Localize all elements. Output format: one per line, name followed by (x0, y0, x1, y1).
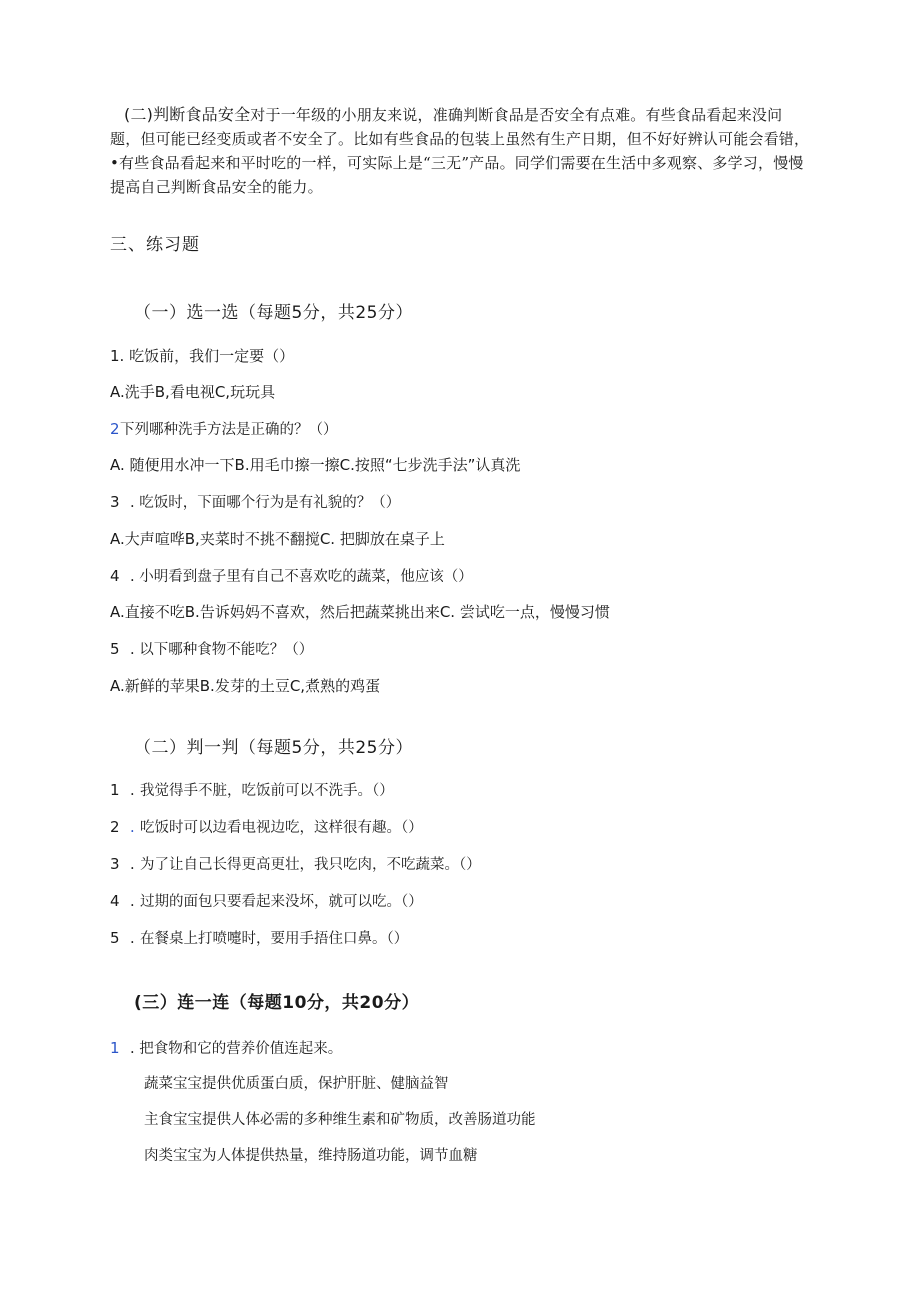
judge-item-dot: . (130, 857, 135, 873)
choose-q5-options-text: A.新鲜的苹果B.发芽的土豆C,煮熟的鸡蛋 (110, 677, 381, 695)
choose-q1 (110, 345, 294, 366)
choose-q4-text: . 小明看到盘子里有自己不喜欢吃的蔬菜，他应该（） (130, 569, 473, 585)
judge-item-number: 2 (110, 818, 120, 836)
choose-q4-number: 4 (110, 567, 120, 585)
choose-q2-options (110, 454, 520, 475)
choose-q2-options-text: A. 随便用水冲一下B.用毛巾擦一擦C.按照“七步洗手法”认真洗 (110, 456, 521, 474)
judge-item-text: 过期的面包只要看起来没坏，就可以吃。（） (140, 894, 423, 910)
judge-item-dot: . (130, 820, 135, 836)
choose-q2-text: 下列哪种洗手方法是正确的？（） (120, 422, 338, 438)
judge-item (110, 779, 394, 800)
choose-section-title: （一）选一选（每题5分，共25分） (134, 303, 413, 323)
judge-item-text: 吃饭时可以边看电视边吃，这样很有趣。（） (140, 820, 423, 836)
choose-q1-text: 1. 吃饭前，我们一定要（） (110, 347, 295, 365)
choose-q3 (110, 491, 400, 512)
choose-q2 (110, 418, 338, 439)
choose-q2-number: 2 (110, 420, 120, 438)
choose-q5-text: . 以下哪种食物不能吃？（） (130, 642, 314, 658)
judge-item (110, 927, 408, 948)
connect-q1-text: . 把食物和它的营养价值连起来。 (130, 1041, 343, 1057)
choose-q4-options-text: A.直接不吃B.告诉妈妈不喜欢，然后把蔬菜挑出来C. 尝试吃一点，慢慢习惯 (110, 603, 610, 621)
choose-q3-options (110, 528, 445, 549)
judge-item-text: 为了让自己长得更高更壮，我只吃肉，不吃蔬菜。（） (140, 857, 481, 873)
section-title: 三、练习题 (110, 235, 200, 255)
judge-item-number: 3 (110, 855, 120, 873)
connect-q1 (110, 1037, 342, 1058)
judge-item-dot: . (130, 894, 135, 910)
choose-q4 (110, 565, 473, 586)
connect-section-title: (三）连一连（每题10分，共20分） (134, 993, 420, 1013)
choose-q5 (110, 638, 313, 659)
intro-lead-heading: (二)判断食品安全 (124, 105, 251, 124)
judge-item (110, 890, 423, 911)
judge-item (110, 853, 481, 874)
choose-q5-number: 5 (110, 640, 120, 658)
judge-item-number: 4 (110, 892, 120, 910)
choose-q4-options (110, 601, 610, 622)
judge-item-text: 我觉得手不脏，吃饭前可以不洗手。（） (140, 783, 394, 799)
intro-body-text: 对于一年级的小朋友来说，准确判断食品是否安全有点难。有些食品看起来没问题，但可能已经变质或者不安全了。比如有些食品的包装上虽然有生产日期，但不好好辨认可能会看错，•有些食品看起来和平时吃的一样，可实际上是“三无”产品。同学们需要在生活中多观察、多学习，慢慢提高自己判断食品安全的能力。 (110, 106, 810, 196)
intro-paragraph (110, 103, 810, 199)
judge-item-dot: . (130, 783, 135, 799)
judge-item-number: 5 (110, 929, 120, 947)
connect-q1-number: 1 (110, 1039, 120, 1057)
judge-item-number: 1 (110, 781, 120, 799)
judge-item (110, 816, 423, 837)
choose-q1-options-text: A.洗手B,看电视C,玩玩具 (110, 383, 276, 401)
choose-q3-number: 3 (110, 493, 120, 511)
choose-q1-options (110, 381, 275, 402)
connect-row: 肉类宝宝为人体提供热量，维持肠道功能，调节血糖 (144, 1148, 478, 1164)
choose-q3-options-text: A.大声喧哗B,夹菜时不挑不翻搅C. 把脚放在桌子上 (110, 530, 445, 548)
judge-item-text: 在餐桌上打喷嚏时，要用手捂住口鼻。（） (140, 931, 409, 947)
choose-q3-text: . 吃饭时，下面哪个行为是有礼貌的？（） (130, 495, 401, 511)
choose-q5-options (110, 675, 380, 696)
judge-item-dot: . (130, 931, 135, 947)
judge-section-title: （二）判一判（每题5分，共25分） (134, 738, 413, 758)
connect-row: 蔬菜宝宝提供优质蛋白质，保护肝脏、健脑益智 (144, 1076, 449, 1092)
connect-row: 主食宝宝提供人体必需的多种维生素和矿物质，改善肠道功能 (144, 1112, 536, 1128)
